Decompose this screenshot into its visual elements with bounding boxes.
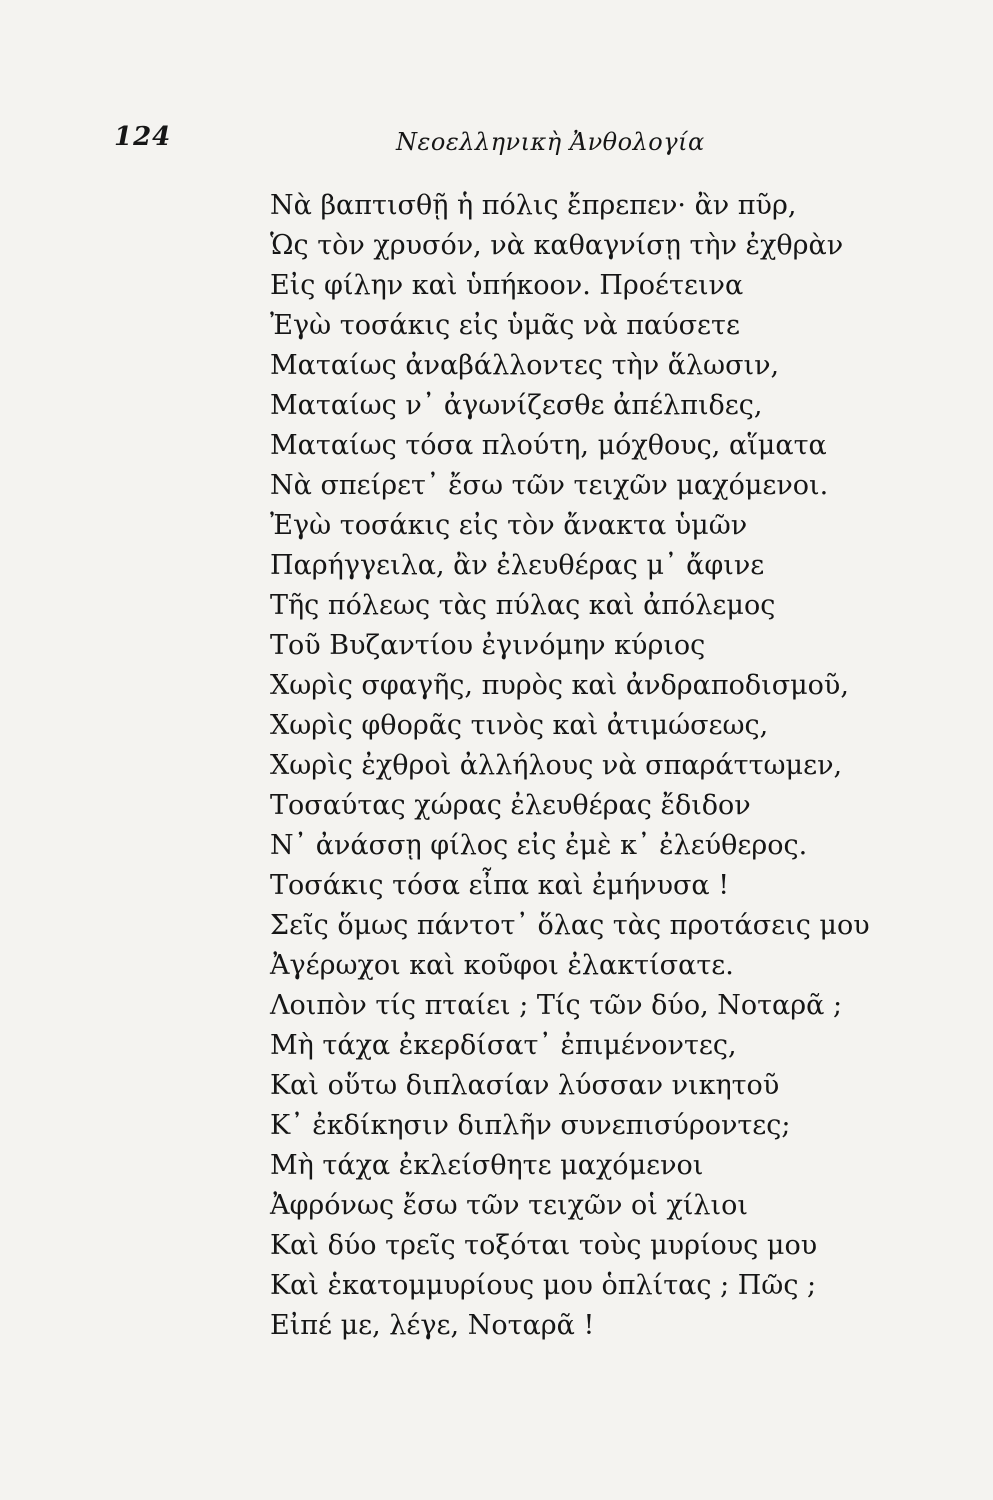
poem-line: Τοῦ Βυζαντίου ἐγινόμην κύριος xyxy=(270,630,706,661)
poem-line: Καὶ οὕτω διπλασίαν λύσσαν νικητοῦ xyxy=(270,1070,780,1101)
poem-line: Ἐγὼ τοσάκις εἰς ὑμᾶς νὰ παύσετε xyxy=(270,310,740,341)
poem-line: Εἰπέ με, λέγε, Νοταρᾶ ! xyxy=(270,1310,595,1341)
poem-line: Ν᾽ ἀνάσσῃ φίλος εἰς ἐμὲ κ᾽ ἐλεύθερος. xyxy=(270,830,808,861)
poem-line: Τῆς πόλεως τὰς πύλας καὶ ἀπόλεμος xyxy=(270,590,776,621)
poem-line: Κ᾽ ἐκδίκησιν διπλῆν συνεπισύροντες; xyxy=(270,1110,791,1141)
page-number: 124 xyxy=(114,122,172,152)
poem-line: Ματαίως ν᾽ ἀγωνίζεσθε ἀπέλπιδες, xyxy=(270,390,763,421)
poem-line: Χωρὶς ἐχθροὶ ἀλλήλους νὰ σπαράττωμεν, xyxy=(270,750,843,781)
poem-line: Χωρὶς σφαγῆς, πυρὸς καὶ ἀνδραποδισμοῦ, xyxy=(270,670,849,701)
poem-line: Καὶ ἑκατομμυρίους μου ὁπλίτας ; Πῶς ; xyxy=(270,1270,817,1301)
poem-line: Μὴ τάχα ἐκερδίσατ᾽ ἐπιμένοντες, xyxy=(270,1030,737,1061)
poem-line: Σεῖς ὅμως πάντοτ᾽ ὅλας τὰς προτάσεις μου xyxy=(270,910,870,941)
poem-line: Λοιπὸν τίς πταίει ; Τίς τῶν δύο, Νοταρᾶ ; xyxy=(270,990,843,1021)
poem-line: Ἀγέρωχοι καὶ κοῦφοι ἐλακτίσατε. xyxy=(270,950,734,981)
poem-line: Νὰ σπείρετ᾽ ἔσω τῶν τειχῶν μαχόμενοι. xyxy=(270,470,829,501)
poem-line: Ὡς τὸν χρυσόν, νὰ καθαγνίσῃ τὴν ἐχθρὰν xyxy=(270,230,844,261)
poem-line: Νὰ βαπτισθῇ ἡ πόλις ἔπρεπεν· ἂν πῦρ, xyxy=(270,190,797,221)
poem-text xyxy=(270,186,970,1346)
poem-line: Ἐγὼ τοσάκις εἰς τὸν ἄνακτα ὑμῶν xyxy=(270,510,748,541)
poem-line: Ματαίως ἀναβάλλοντες τὴν ἅλωσιν, xyxy=(270,350,780,381)
running-title: Νεοελληνικὴ Ἀνθολογία xyxy=(396,128,705,156)
poem-line: Καὶ δύο τρεῖς τοξόται τοὺς μυρίους μου xyxy=(270,1230,818,1261)
poem-line: Τοσάκις τόσα εἶπα καὶ ἐμήνυσα ! xyxy=(270,870,730,901)
poem-line: Εἰς φίλην καὶ ὑπήκοον. Προέτεινα xyxy=(270,270,744,301)
poem-line: Χωρὶς φθορᾶς τινὸς καὶ ἀτιμώσεως, xyxy=(270,710,769,741)
poem-line: Τοσαύτας χώρας ἐλευθέρας ἔδιδον xyxy=(270,790,751,821)
poem-line: Παρήγγειλα, ἂν ἐλευθέρας μ᾽ ἄφινε xyxy=(270,550,765,581)
poem-line: Μὴ τάχα ἐκλείσθητε μαχόμενοι xyxy=(270,1150,704,1181)
poem-line: Ματαίως τόσα πλούτη, μόχθους, αἵματα xyxy=(270,430,827,461)
poem-line: Ἀφρόνως ἔσω τῶν τειχῶν οἱ χίλιοι xyxy=(270,1190,748,1221)
